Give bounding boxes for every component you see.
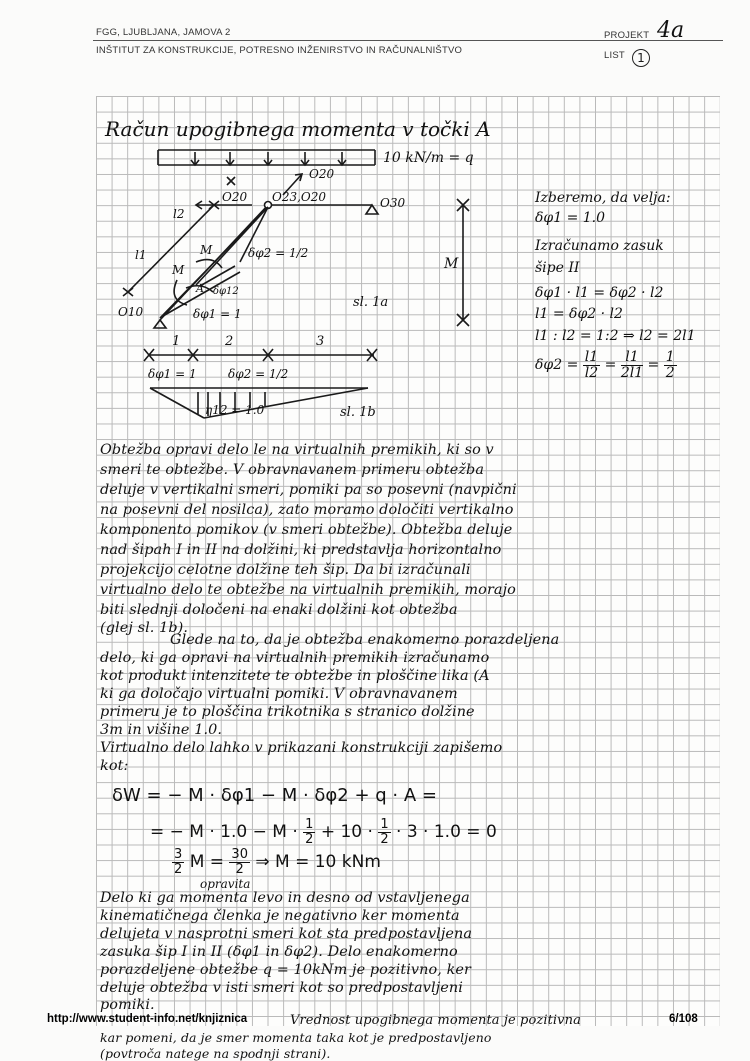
text-line: (povtroča natege na spodnji strani). [100, 1046, 331, 1061]
label-a: A [196, 282, 204, 295]
text-line: kot: [100, 758, 129, 774]
beam [154, 202, 378, 329]
label-dphi12: δφ12 [213, 286, 239, 297]
text-line: pomiki. [100, 997, 155, 1013]
text-line: kinematičnega členka je negativno ker momenta [100, 908, 460, 924]
side-line-1: Izberemo, da velja: [535, 190, 671, 206]
label-dphi2: δφ2 = 1/2 [248, 246, 309, 260]
text-line: zasuka šip I in II (δφ1 in δφ2). Delo enakomerno [100, 944, 458, 960]
label-seg2: 2 [225, 334, 234, 349]
text-line: Glede na to, da je obtežba enakomerno porazdeljena [170, 632, 560, 648]
text-line: biti slednji določeni na enaki dolžini kot obtežba [100, 602, 458, 618]
label-l2: l2 [173, 207, 185, 221]
equation-3: $\frac{3}{2}$ M = $\frac{30}{2}$ ⇒ M = 10 kNm [174, 847, 381, 877]
side-line-7: l1 : l2 = 1:2 ⇒ l2 = 2l1 [535, 328, 696, 344]
text-line: delujeta v nasprotni smeri kot sta predpostavljena [100, 926, 473, 942]
side-line-3: Izračunamo zasuk [535, 238, 664, 254]
page-title: Račun upogibnega momenta v točki A [105, 117, 491, 141]
text-line: Obtežba opravi delo le na virtualnih premikih, ki so v [100, 442, 494, 458]
label-o23: O23,O20 [272, 190, 327, 204]
text-line: Virtualno delo lahko v prikazani konstrukciji zapišemo [100, 740, 503, 756]
label-o10: O10 [118, 305, 144, 319]
side-line-8-lhs: δφ2 = [535, 357, 579, 374]
label-seg3: 3 [316, 334, 325, 349]
label-dphi1-b: δφ1 = 1 [148, 367, 197, 381]
text-line: projekcijo celotne dolžine teh šip. Da bi izračunali [100, 562, 471, 578]
text-line: delo, ki ga opravi na virtualnih premikih izračunamo [100, 650, 490, 666]
equation-2: = − M · 1.0 − M · $\frac{1}{2}$ + 10 · $\frac{1}{2}$ · 3 · 1.0 = 0 [150, 817, 497, 847]
text-line: komponento pomikov (v smeri obtežbe). Obtežba deluje [100, 522, 513, 538]
text-line: nad šipah I in II na dolžini, ki predstavlja horizontalno [100, 542, 502, 558]
text-line: na posevni del nosilca), zato moramo določiti vertikalno [100, 502, 514, 518]
load-label: 10 kN/m = q [383, 150, 474, 166]
project-label: PROJEKT [604, 30, 650, 41]
sheet-label: LIST [604, 50, 625, 61]
footer-page-number: 6/108 [669, 1013, 698, 1025]
text-line: (glej sl. 1b). [100, 620, 189, 636]
label-sl1b: sl. 1b [340, 405, 376, 420]
label-o30: O30 [380, 196, 406, 210]
footer-url[interactable]: http://www.student-info.net/knjiznica [47, 1013, 248, 1025]
label-l1: l1 [135, 248, 147, 262]
header-institute: INŠTITUT ZA KONSTRUKCIJE, POTRESNO INŽENIRSTVO IN RAČUNALNIŠTVO [96, 45, 463, 56]
text-line: ki ga določajo virtualni pomiki. V obravnavanem [100, 686, 458, 702]
project-value: 4a [657, 18, 685, 43]
text-line: primeru je to ploščina trikotnika s stranico dolžine [100, 704, 475, 720]
annotation-opravita: opravita [200, 877, 251, 891]
text-line: deluje v vertikalni smeri, pomiki pa so posevni (navpični [100, 482, 517, 498]
text-line: Vrednost upogibnega momenta je pozitivna [290, 1013, 581, 1028]
distributed-load [158, 150, 375, 165]
text-line: deluje obtežba v isti smeri kot so predpostavljeni [100, 980, 463, 996]
label-o20: O20 [309, 167, 335, 181]
side-line-5: δφ1 · l1 = δφ2 · l2 [535, 285, 664, 301]
text-line: Delo ki ga momenta levo in desno od vstavljenega [100, 890, 470, 906]
label-m-right: M [444, 256, 459, 272]
text-line: 3m in višine 1.0. [100, 722, 223, 738]
side-line-6: l1 = δφ2 · l2 [535, 306, 623, 322]
label-m1: M [172, 263, 185, 277]
text-line: virtualno delo te obtežbe na virtualnih premikih, morajo [100, 582, 516, 598]
label-dphi2-b: δφ2 = 1/2 [228, 367, 289, 381]
side-line-2: δφ1 = 1.0 [535, 210, 606, 226]
side-line-4: šipe II [535, 260, 580, 276]
text-line: kar pomeni, da je smer momenta taka kot je predpostavljeno [100, 1030, 492, 1045]
sheet-value: 1 [632, 49, 650, 67]
text-line: kot produkt intenzitete te obtežbe in ploščine lika (A [100, 668, 490, 684]
label-o20-left: O20 [222, 190, 248, 204]
side-fraction-3: $\frac{1}{2}$ [665, 349, 675, 381]
side-fraction-1: $\frac{l1}{l2}$ [584, 349, 599, 381]
side-line-8: δφ2 = $\frac{l1}{l2}$ = $\frac{l1}{2l1}$ = $\frac{1}{2}$ [535, 349, 675, 381]
equation-1: δW = − M · δφ1 − M · δφ2 + q · A = [112, 785, 437, 806]
label-sl1a: sl. 1a [353, 295, 389, 310]
label-dphi1: δφ1 = 1 [193, 307, 242, 321]
side-fraction-2: $\frac{l1}{2l1}$ [620, 349, 644, 381]
label-eta: η12 = 1.0 [205, 403, 265, 417]
text-line: porazdeljene obtežbe q = 10kNm je pozitivno, ker [100, 962, 472, 978]
header-institution: FGG, LJUBLJANA, JAMOVA 2 [96, 27, 231, 38]
label-m2: M [200, 243, 213, 257]
label-seg1: 1 [172, 334, 181, 349]
text-line: smeri te obtežbe. V obravnavanem primeru obtežba [100, 462, 485, 478]
